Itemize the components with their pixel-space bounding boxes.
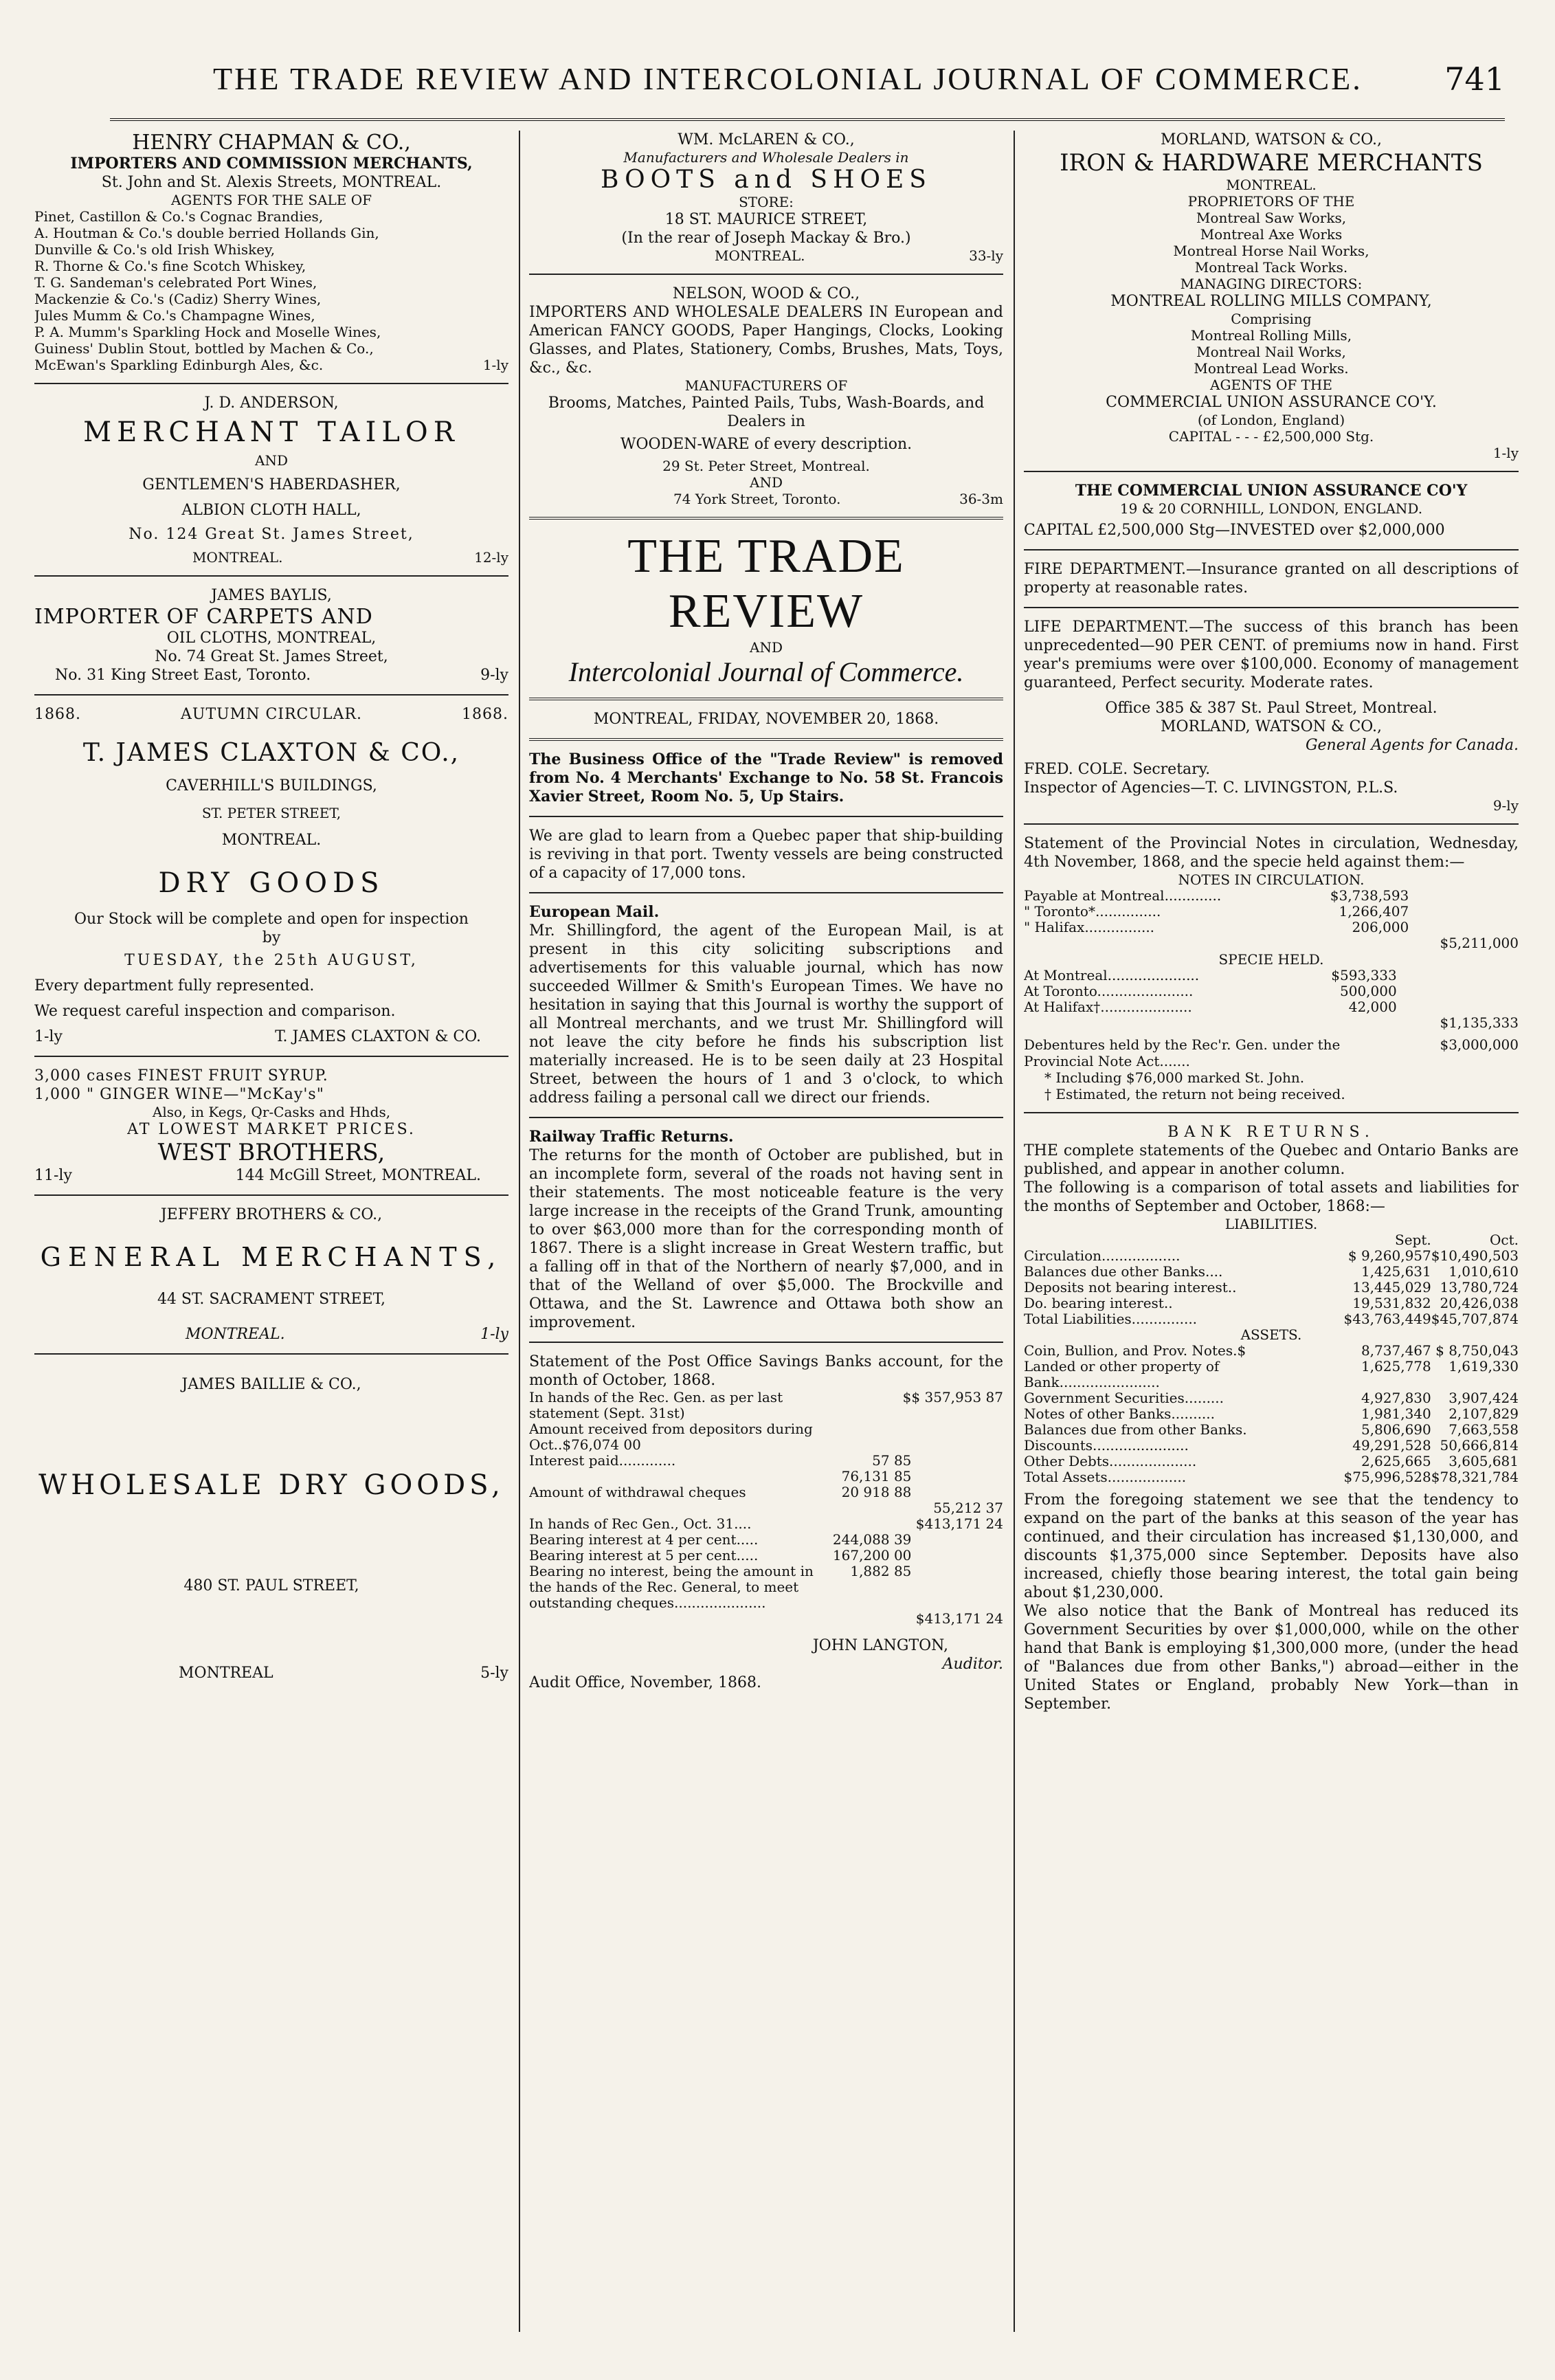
table-row: $5,211,000 (1440, 935, 1519, 951)
ad-morland-comp: Comprising (1231, 311, 1312, 327)
railway-head: Railway Traffic Returns. (529, 1128, 734, 1146)
divider (34, 1056, 508, 1057)
ad-chapman-line: Jules Mumm & Co.'s Champagne Wines, (34, 307, 315, 324)
savings-signature: JOHN LANGTON, (812, 1637, 948, 1654)
ad-baylis (34, 586, 508, 685)
ad-anderson-addr: No. 124 Great St. James Street, (128, 526, 414, 543)
notes-intro: Statement of the Provincial Notes in circulation, Wednesday, 4th November, 1868, and the specie held against them:— (1024, 835, 1519, 871)
ad-mclaren (529, 131, 1003, 264)
provincial-notes (1024, 834, 1519, 1102)
ad-anderson-city: MONTREAL. (192, 549, 283, 566)
ad-cu-addr: 19 & 20 CORNHILL, LONDON, ENGLAND. (1119, 500, 1423, 517)
notes-h2: SPECIE HELD. (1218, 951, 1324, 968)
ad-morland-work: Montreal Horse Nail Works, (1173, 243, 1369, 259)
ad-nelson-and: AND (750, 474, 783, 491)
ad-cu-capital: CAPITAL £2,500,000 Stg—INVESTED over $2,000,000 (1024, 522, 1445, 539)
table-row: " Toronto*............... 1,266,407 (1024, 903, 1409, 920)
ad-chapman-addr: St. John and St. Alexis Streets, MONTREAL. (101, 174, 442, 191)
ad-west-addr: 144 McGill Street, MONTREAL. (235, 1167, 481, 1184)
divider (34, 694, 508, 696)
ad-code: 36-3m (959, 491, 1003, 507)
ad-chapman-name: HENRY CHAPMAN & CO., (132, 131, 411, 155)
ad-morland-city: MONTREAL. (1226, 177, 1317, 193)
bank-liab-head: LIABILITIES. (1224, 1216, 1318, 1232)
ad-nelson (529, 285, 1003, 507)
ad-claxton-year: 1868. (34, 706, 81, 723)
bank-head: BANK RETURNS. (1167, 1124, 1375, 1141)
ad-chapman-agents: AGENTS FOR THE SALE OF (170, 192, 372, 208)
ad-jeffery-addr: 44 ST. SACRAMENT STREET, (157, 1291, 386, 1308)
divider (1024, 1112, 1519, 1113)
ad-baillie-city: MONTREAL (179, 1665, 273, 1682)
ad-cu-office: Office 385 & 387 St. Paul Street, Montreal. (1105, 700, 1437, 717)
table-row: Balances due other Banks.... 1,425,631 1,010,610 (1024, 1263, 1519, 1280)
ad-morland-mill: Montreal Rolling Mills, (1190, 327, 1352, 344)
divider (529, 738, 1003, 741)
ad-west-l2: 1,000 " GINGER WINE—"McKay's" (34, 1086, 324, 1103)
ad-claxton-bld: CAVERHILL'S BUILDINGS, (166, 777, 377, 794)
savings-head: Statement of the Post Office Savings Banks account, for the month of October, 1868. (529, 1353, 1003, 1389)
table-row: Do. bearing interest.. 19,531,832 20,426,038 (1024, 1295, 1519, 1311)
ad-chapman-line: Mackenzie & Co.'s (Cadiz) Sherry Wines, (34, 291, 322, 307)
table-row: At Toronto...................... 500,000 (1024, 983, 1397, 999)
ad-chapman-line: T. G. Sandeman's celebrated Port Wines, (34, 274, 317, 291)
table-row: At Halifax†..................... 42,000 (1024, 999, 1397, 1015)
ad-morland-loc: (of London, England) (1197, 412, 1345, 428)
table-row: Amount of withdrawal cheques 20 918 88 (529, 1484, 912, 1500)
divider (34, 1194, 508, 1196)
ad-chapman (34, 131, 508, 373)
divider (1024, 471, 1519, 472)
ad-cu-secretary: FRED. COLE. Secretary. (1024, 761, 1211, 778)
table-row: Notes of other Banks.......... 1,981,340 2,107,829 (1024, 1405, 1519, 1422)
ad-morland-agents: AGENTS OF THE (1210, 377, 1332, 393)
table-row: Total Liabilities............... $43,763,449 $45,707,874 (1024, 1311, 1519, 1327)
ad-morland-work: Montreal Saw Works, (1196, 210, 1347, 226)
ad-claxton-sig: T. JAMES CLAXTON & CO. (275, 1028, 481, 1045)
ad-morland-name: MORLAND, WATSON & CO., (1160, 131, 1383, 148)
journal-title: THE TRADE REVIEW AND INTERCOLONIAL JOURNAL OF COMMERCE. (213, 61, 1363, 96)
ad-morland-rolling: MONTREAL ROLLING MILLS COMPANY, (1110, 293, 1432, 310)
table-row: Bearing no interest, being the amount in the hands of the Rec. General, to meet outstanding cheques..................... 1,882 85 (529, 1563, 912, 1611)
ad-mclaren-name: WM. McLAREN & CO., (678, 131, 855, 148)
ad-morland (1024, 131, 1519, 461)
ad-code: 12-ly (474, 549, 508, 566)
ad-code: 9-ly (480, 667, 508, 684)
ad-baillie (34, 1375, 508, 1682)
ad-claxton-drygoods: DRY GOODS (158, 867, 385, 899)
ad-cu-life: LIFE DEPARTMENT.—The success of this branch has been unprecedented—90 PER CENT. of premiums now in hand. First year's premiums were over $100,000. Economy of management guaranteed, Perfect security. Moderate rates. (1024, 619, 1519, 691)
table-row: Deposits not bearing interest.. 13,445,029 13,780,724 (1024, 1279, 1519, 1295)
ad-baylis-head: IMPORTER OF CARPETS AND (34, 605, 373, 629)
ad-claxton-circular: AUTUMN CIRCULAR. (181, 706, 362, 723)
ad-code: 9-ly (1492, 797, 1519, 814)
divider (1024, 549, 1519, 550)
masthead-title: THE TRADE REVIEW (627, 530, 905, 638)
savings-table (529, 1390, 1003, 1627)
ad-baillie-addr: 480 ST. PAUL STREET, (183, 1577, 359, 1594)
ad-claxton-by: by (262, 929, 281, 946)
bank-returns (1024, 1123, 1519, 1713)
ad-chapman-line: Dunville & Co.'s old Irish Whiskey, (34, 241, 276, 258)
table-row: " Halifax................ 206,000 (1024, 919, 1409, 935)
ad-anderson-hall: ALBION CLOTH HALL, (181, 502, 361, 519)
ad-anderson-name: J. D. ANDERSON, (204, 394, 339, 412)
notes-footnote: * Including $76,000 marked St. John. (1044, 1069, 1305, 1086)
divider (1024, 607, 1519, 608)
ad-code: 1-ly (480, 1326, 508, 1343)
ad-cu-general: General Agents for Canada. (1305, 737, 1519, 754)
masthead-subtitle: Intercolonial Journal of Commerce. (568, 656, 964, 687)
column-3 (1024, 131, 1519, 2339)
table-row: Interest paid............. 57 85 (529, 1452, 912, 1469)
table-row: 76,131 85 (841, 1468, 912, 1484)
ad-nelson-ww: WOODEN-WARE of every description. (620, 436, 913, 453)
ad-morland-mill: Montreal Nail Works, (1196, 344, 1346, 360)
divider (34, 575, 508, 577)
ad-morland-mill: Montreal Lead Works. (1194, 360, 1349, 377)
table-row: In hands of Rec Gen., Oct. 31.... $413,171 24 (529, 1515, 1003, 1532)
ad-morland-capital: CAPITAL - - - £2,500,000 Stg. (1168, 428, 1374, 445)
european-mail (529, 903, 1003, 1107)
ad-claxton-p3: We request careful inspection and comparison. (34, 1003, 396, 1020)
ad-baylis-name: JAMES BAYLIS, (211, 587, 332, 604)
ad-code: 33-ly (969, 247, 1003, 264)
divider (529, 517, 1003, 520)
ad-nelson-addr1: 29 St. Peter Street, Montreal. (662, 458, 870, 474)
ad-morland-insur: COMMERCIAL UNION ASSURANCE CO'Y. (1106, 394, 1437, 411)
ad-cu-inspector: Inspector of Agencies—T. C. LIVINGSTON, P.L.S. (1024, 779, 1398, 797)
ad-mclaren-store: STORE: (739, 194, 794, 210)
table-row: Government Securities......... 4,927,830 3,907,424 (1024, 1390, 1519, 1406)
ad-jeffery-city: MONTREAL. (186, 1326, 285, 1343)
ad-claxton-street: ST. PETER STREET, (201, 805, 342, 821)
header-rule (110, 118, 1505, 121)
table-row: $413,171 24 (915, 1610, 1003, 1627)
notes-debentures-value: $3,000,000 (1440, 1036, 1519, 1053)
dateline: MONTREAL, FRIDAY, NOVEMBER 20, 1868. (593, 711, 939, 728)
european-mail-head: European Mail. (529, 903, 660, 921)
ad-west (34, 1067, 508, 1185)
divider (529, 698, 1003, 700)
ad-anderson (34, 394, 508, 566)
ad-claxton-name: T. JAMES CLAXTON & CO., (82, 739, 460, 767)
ad-claxton-p2: Every department fully represented. (34, 977, 315, 994)
table-row: Other Debts.................... 2,625,665 3,605,681 (1024, 1453, 1519, 1469)
divider (529, 1117, 1003, 1118)
ad-baillie-title: WHOLESALE DRY GOODS, (38, 1469, 504, 1501)
ad-code: 5-ly (480, 1665, 508, 1682)
ad-chapman-line: P. A. Mumm's Sparkling Hock and Moselle Wines, (34, 324, 381, 340)
notes-debentures: Debentures held by the Rec'r. Gen. under the Provincial Note Act....... (1024, 1036, 1341, 1069)
shipbuilding-note: We are glad to learn from a Quebec paper that ship-building is reviving in that port. Twenty vessels are being constructed of a capacity of 17,000 tons. (529, 827, 1003, 882)
bank-p4: We also notice that the Bank of Montreal has reduced its Government Securities by over $1,000,000, while on the other hand that Bank is employing $1,300,000 more, (under the head of "Balances due from other Banks,") abroad—either in the United States or England, probably New York—than in September. (1024, 1603, 1519, 1713)
ad-cu-fire: FIRE DEPARTMENT.—Insurance granted on all descriptions of property at reasonable rates. (1024, 561, 1519, 597)
notes-table (1024, 888, 1519, 951)
ad-code: 11-ly (34, 1167, 72, 1184)
divider (34, 383, 508, 384)
ad-morland-work: Montreal Axe Works (1200, 226, 1343, 243)
ad-chapman-line: McEwan's Sparkling Edinburgh Ales, &c. (34, 357, 324, 373)
ad-west-name: WEST BROTHERS, (157, 1139, 385, 1166)
table-row: Sept. Oct. (1395, 1232, 1519, 1248)
ad-code: 1-ly (482, 357, 508, 373)
ad-code: 1-ly (34, 1028, 63, 1045)
table-row: Circulation.................. $ 9,260,957 $10,490,503 (1024, 1247, 1519, 1264)
divider (529, 274, 1003, 275)
column-divider-2 (1014, 131, 1015, 2332)
ad-nelson-mfr: MANUFACTURERS OF (684, 377, 848, 394)
bank-p1: THE complete statements of the Quebec and Ontario Banks are published, and appear in another column. (1024, 1142, 1519, 1178)
ad-morland-work: Montreal Tack Works. (1194, 259, 1348, 276)
savings-statement (529, 1353, 1003, 1692)
office-notice: The Business Office of the "Trade Review" is removed from No. 4 Merchants' Exchange to No. 58 St. Francois Xavier Street, Room No. 5, Up Stairs. (529, 750, 1003, 805)
divider (529, 816, 1003, 817)
ad-commercial-union (1024, 482, 1519, 814)
ad-mclaren-addr: 18 ST. MAURICE STREET, (664, 211, 868, 228)
table-row: $1,135,333 (1440, 1014, 1519, 1031)
table-row: Payable at Montreal............. $3,738,593 (1024, 887, 1409, 904)
table-row: Bearing interest at 5 per cent..... 167,200 00 (529, 1547, 912, 1564)
bank-p3: From the foregoing statement we see that the tendency to expand on the part of the banks at this season of the year has continued, and their circulation has increased $1,130,000, and discounts $1,375,000 since September. Deposits have also increased, chiefly those bearing interest, the total gain being about $1,230,000. (1024, 1491, 1519, 1601)
ad-baylis-addr1: No. 74 Great St. James Street, (155, 648, 388, 665)
ad-anderson-title: MERCHANT TAILOR (83, 416, 460, 448)
table-row: In hands of the Rec. Gen. as per last statement (Sept. 31st) $ $ 357,953 87 (529, 1389, 1003, 1421)
ad-cu-name: THE COMMERCIAL UNION ASSURANCE CO'Y (1075, 482, 1468, 500)
ad-west-l3: Also, in Kegs, Qr-Casks and Hhds, (152, 1104, 391, 1120)
page-header (110, 60, 1505, 115)
ad-chapman-line: R. Thorne & Co.'s fine Scotch Whiskey, (34, 258, 306, 274)
divider (529, 892, 1003, 893)
savings-footer: Audit Office, November, 1868. (529, 1674, 762, 1691)
table-row: Total Assets.................. $75,996,528 $78,321,784 (1024, 1469, 1519, 1485)
ad-chapman-line: Guiness' Dublin Stout, bottled by Machen & Co., (34, 340, 374, 357)
bank-p2: The following is a comparison of total assets and liabilities for the months of September and October, 1868:— (1024, 1179, 1519, 1215)
ad-mclaren-city: MONTREAL. (715, 247, 805, 264)
ad-claxton-year: 1868. (462, 706, 508, 723)
masthead-and: AND (750, 639, 783, 656)
column-2 (529, 131, 1003, 2339)
railway-returns (529, 1128, 1003, 1332)
ad-chapman-head: IMPORTERS AND COMMISSION MERCHANTS, (70, 155, 473, 173)
ad-anderson-sub: GENTLEMEN'S HABERDASHER, (142, 476, 401, 493)
ad-claxton-date: TUESDAY, the 25th AUGUST, (124, 952, 418, 969)
ad-morland-mgr: MANAGING DIRECTORS: (1180, 276, 1363, 292)
ad-jeffery (34, 1205, 508, 1344)
ad-mclaren-rear: (In the rear of Joseph Mackay & Bro.) (621, 230, 911, 247)
column-divider-1 (519, 131, 520, 2332)
ad-jeffery-title: GENERAL MERCHANTS, (40, 1242, 503, 1272)
specie-table (1024, 968, 1519, 1031)
table-row: Amount received from depositors during Oct..$76,074 00 (529, 1421, 813, 1453)
table-row: Balances due from other Banks. 5,806,690 7,663,558 (1024, 1421, 1519, 1438)
ad-nelson-goods: Brooms, Matches, Painted Pails, Tubs, Wash-Boards, and Dealers in (548, 394, 985, 430)
ad-west-l1: 3,000 cases FINEST FRUIT SYRUP. (34, 1067, 328, 1085)
divider (34, 1353, 508, 1355)
ad-morland-prop: PROPRIETORS OF THE (1187, 193, 1355, 210)
page-number: 741 (1444, 60, 1505, 98)
ad-jeffery-name: JEFFERY BROTHERS & CO., (160, 1206, 383, 1223)
ad-cu-agents: MORLAND, WATSON & CO., (1160, 718, 1383, 735)
ad-west-l4: AT LOWEST MARKET PRICES. (127, 1121, 416, 1138)
table-row: Landed or other property of Bank....................... 1,625,778 1,619,330 (1024, 1358, 1519, 1390)
ad-chapman-line: A. Houtman & Co.'s double berried Hollands Gin, (34, 225, 379, 241)
ad-baylis-addr2: No. 31 King Street East, Toronto. (55, 667, 311, 684)
divider (1024, 823, 1519, 825)
ad-code: 1-ly (1492, 445, 1519, 461)
table-row: Bearing interest at 4 per cent..... 244,088 39 (529, 1531, 912, 1548)
savings-role: Auditor. (942, 1656, 1003, 1673)
notes-h1: NOTES IN CIRCULATION. (1178, 871, 1365, 888)
bank-table (1024, 1232, 1519, 1485)
masthead (529, 529, 1003, 688)
table-row: At Montreal..................... $593,333 (1024, 967, 1397, 983)
table-row: Discounts...................... 49,291,528 50,666,814 (1024, 1437, 1519, 1454)
ad-morland-title: IRON & HARDWARE MERCHANTS (1060, 149, 1483, 177)
european-mail-text: Mr. Shillingford, the agent of the European Mail, is at present in this city soliciting subscriptions and advertisements for this valuable journal, which has now succeeded Willmer & Smith's European Times. We have no hesitation in saying that this Journal is worthy the support of all Montreal merchants, and we trust Mr. Shillingford will not leave the city before he finds his subscription list materially increased. He is to be seen daily at 23 Hospital Street, between the hours of 1 and 3 o'clock, to which address failing a personal call we direct our friends. (529, 922, 1003, 1106)
railway-text: The returns for the month of October are published, but in an incomplete form, several of the roads not having sent in their statements. The most noticeable feature is the very large increase in the receipts of the Grand Trunk, amounting to over $63,000 more than for the corresponding month of 1867. There is a slight increase in Great Western traffic, but a falling off in that of the Northern of nearly $7,000, and in that of the Welland of over $5,000. The Brockville and Ottawa, and the St. Lawrence and Ottawa both show an improvement. (529, 1147, 1003, 1331)
table-row: ASSETS. (1240, 1326, 1302, 1343)
notes-footnote: † Estimated, the return not being received. (1044, 1086, 1345, 1102)
ad-anderson-and: AND (255, 452, 288, 469)
ad-claxton-city: MONTREAL. (221, 832, 322, 849)
ad-nelson-head: IMPORTERS AND WHOLESALE DEALERS IN European and American FANCY GOODS, Paper Hangings, Clocks, Looking Glasses, and Plates, Stationery, Combs, Brushes, Mats, Toys, &c., &c. (529, 304, 1003, 377)
ad-nelson-addr2: 74 York Street, Toronto. (673, 491, 841, 507)
ad-mclaren-title: BOOTS and SHOES (601, 166, 932, 194)
ad-claxton-p1: Our Stock will be complete and open for inspection (74, 911, 469, 928)
ad-chapman-line: Pinet, Castillon & Co.'s Cognac Brandies, (34, 208, 324, 225)
table-row: Coin, Bullion, and Prov. Notes.$ 8,737,467 $ 8,750,043 (1024, 1342, 1519, 1359)
table-row: 55,212 37 (933, 1500, 1003, 1516)
divider (529, 1342, 1003, 1343)
ad-claxton (34, 705, 508, 1046)
ad-baillie-name: JAMES BAILLIE & CO., (181, 1376, 361, 1393)
column-1 (34, 131, 508, 2339)
ad-mclaren-sub: Manufacturers and Wholesale Dealers in (623, 149, 909, 166)
ad-nelson-name: NELSON, WOOD & CO., (672, 285, 860, 302)
ad-baylis-sub: OIL CLOTHS, MONTREAL, (166, 630, 377, 647)
